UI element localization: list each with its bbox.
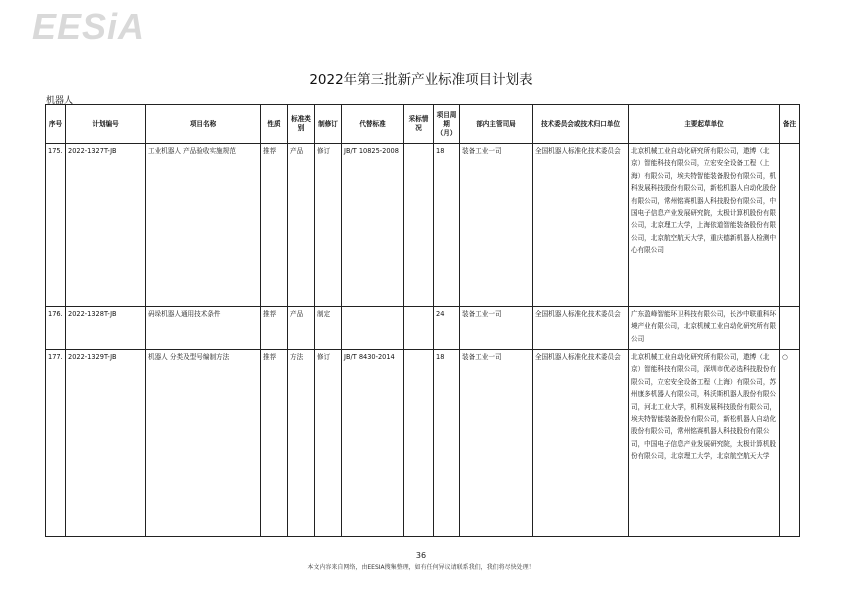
cell-plan-no: 2022-1329T-JB	[66, 350, 146, 537]
cell-nature: 推荐	[261, 144, 288, 307]
cell-replaces: JB/T 8430-2014	[342, 350, 404, 537]
cell-category: 方法	[288, 350, 315, 537]
cell-project-name: 机器人 分类及型号编制方法	[146, 350, 261, 537]
cell-project-name: 码垛机器人通用技术条件	[146, 307, 261, 350]
standards-plan-table	[45, 104, 800, 537]
cell-category: 产品	[288, 307, 315, 350]
cell-adoption	[404, 144, 434, 307]
cell-period: 18	[434, 144, 460, 307]
header-category: 标准类别	[288, 105, 315, 144]
table-row	[46, 144, 800, 307]
cell-plan-no: 2022-1327T-JB	[66, 144, 146, 307]
table-header-row	[46, 105, 800, 144]
cell-revision: 制定	[315, 307, 342, 350]
cell-adoption	[404, 307, 434, 350]
header-drafters: 主要起草单位	[629, 105, 780, 144]
cell-serial: 176.	[46, 307, 66, 350]
cell-plan-no: 2022-1328T-JB	[66, 307, 146, 350]
cell-remark: ○	[780, 350, 800, 537]
cell-dept: 装备工业一司	[460, 350, 533, 537]
cell-project-name: 工业机器人 产品验收实施规范	[146, 144, 261, 307]
cell-adoption	[404, 350, 434, 537]
cell-dept: 装备工业一司	[460, 144, 533, 307]
header-revision: 制修订	[315, 105, 342, 144]
table-row	[46, 307, 800, 350]
cell-replaces: JB/T 10825-2008	[342, 144, 404, 307]
table-row	[46, 350, 800, 537]
header-remark: 备注	[780, 105, 800, 144]
cell-committee: 全国机器人标准化技术委员会	[533, 307, 629, 350]
cell-period: 18	[434, 350, 460, 537]
header-adoption: 采标情况	[404, 105, 434, 144]
cell-category: 产品	[288, 144, 315, 307]
cell-remark	[780, 307, 800, 350]
cell-dept: 装备工业一司	[460, 307, 533, 350]
cell-nature: 推荐	[261, 307, 288, 350]
header-committee: 技术委员会或技术归口单位	[533, 105, 629, 144]
cell-revision: 修订	[315, 144, 342, 307]
header-serial: 序号	[46, 105, 66, 144]
header-plan-no: 计划编号	[66, 105, 146, 144]
cell-drafters: 广东盈峰智能环卫科技有限公司，长沙中联重科环境产业有限公司，北京机械工业自动化研究所有限公司	[629, 307, 780, 350]
cell-remark	[780, 144, 800, 307]
footer-disclaimer: 本文内容来自网络，由EESIA搜集整理，如有任何异议请联系我们，我们将尽快处理！	[307, 564, 535, 571]
cell-period: 24	[434, 307, 460, 350]
header-period: 项目周期（月）	[434, 105, 460, 144]
cell-committee: 全国机器人标准化技术委员会	[533, 144, 629, 307]
header-replaces: 代替标准	[342, 105, 404, 144]
eesia-logo: EESiA	[32, 6, 146, 47]
cell-drafters: 北京机械工业自动化研究所有限公司，遨博（北京）智能科技有限公司，深圳市优必选科技股份有限公司，立宏安全设备工程（上海）有限公司，苏州康多机器人有限公司，科沃斯机器人股份有限公司，河北工业大学，机科发展科技股份有限公司，埃夫特智能装备股份有限公司，新松机器人自动化股份有限公司，常州铭赛机器人科技股份有限公司，中国电子信息产业发展研究院，太极计算机股份有限公司，北京理工大学，北京航空航天大学	[629, 350, 780, 537]
cell-replaces	[342, 307, 404, 350]
page-title: 2022年第三批新产业标准项目计划表	[309, 72, 533, 88]
header-dept: 部内主管司局	[460, 105, 533, 144]
section-label: 机器人	[46, 96, 74, 106]
page-number: 36	[415, 551, 427, 560]
cell-serial: 175.	[46, 144, 66, 307]
header-nature: 性质	[261, 105, 288, 144]
header-project-name: 项目名称	[146, 105, 261, 144]
cell-nature: 推荐	[261, 350, 288, 537]
cell-serial: 177.	[46, 350, 66, 537]
cell-committee: 全国机器人标准化技术委员会	[533, 350, 629, 537]
cell-revision: 修订	[315, 350, 342, 537]
cell-drafters: 北京机械工业自动化研究所有限公司，遨博（北京）智能科技有限公司，立宏安全设备工程（上海）有限公司，埃夫特智能装备股份有限公司，机科发展科技股份有限公司，新松机器人自动化股份有限公司，常州铭赛机器人科技股份有限公司，中国电子信息产业发展研究院，太极计算机股份有限公司，北京理工大学，上海依道智能装备股份有限公司，北京航空航天大学，重庆德新机器人检测中心有限公司	[629, 144, 780, 307]
